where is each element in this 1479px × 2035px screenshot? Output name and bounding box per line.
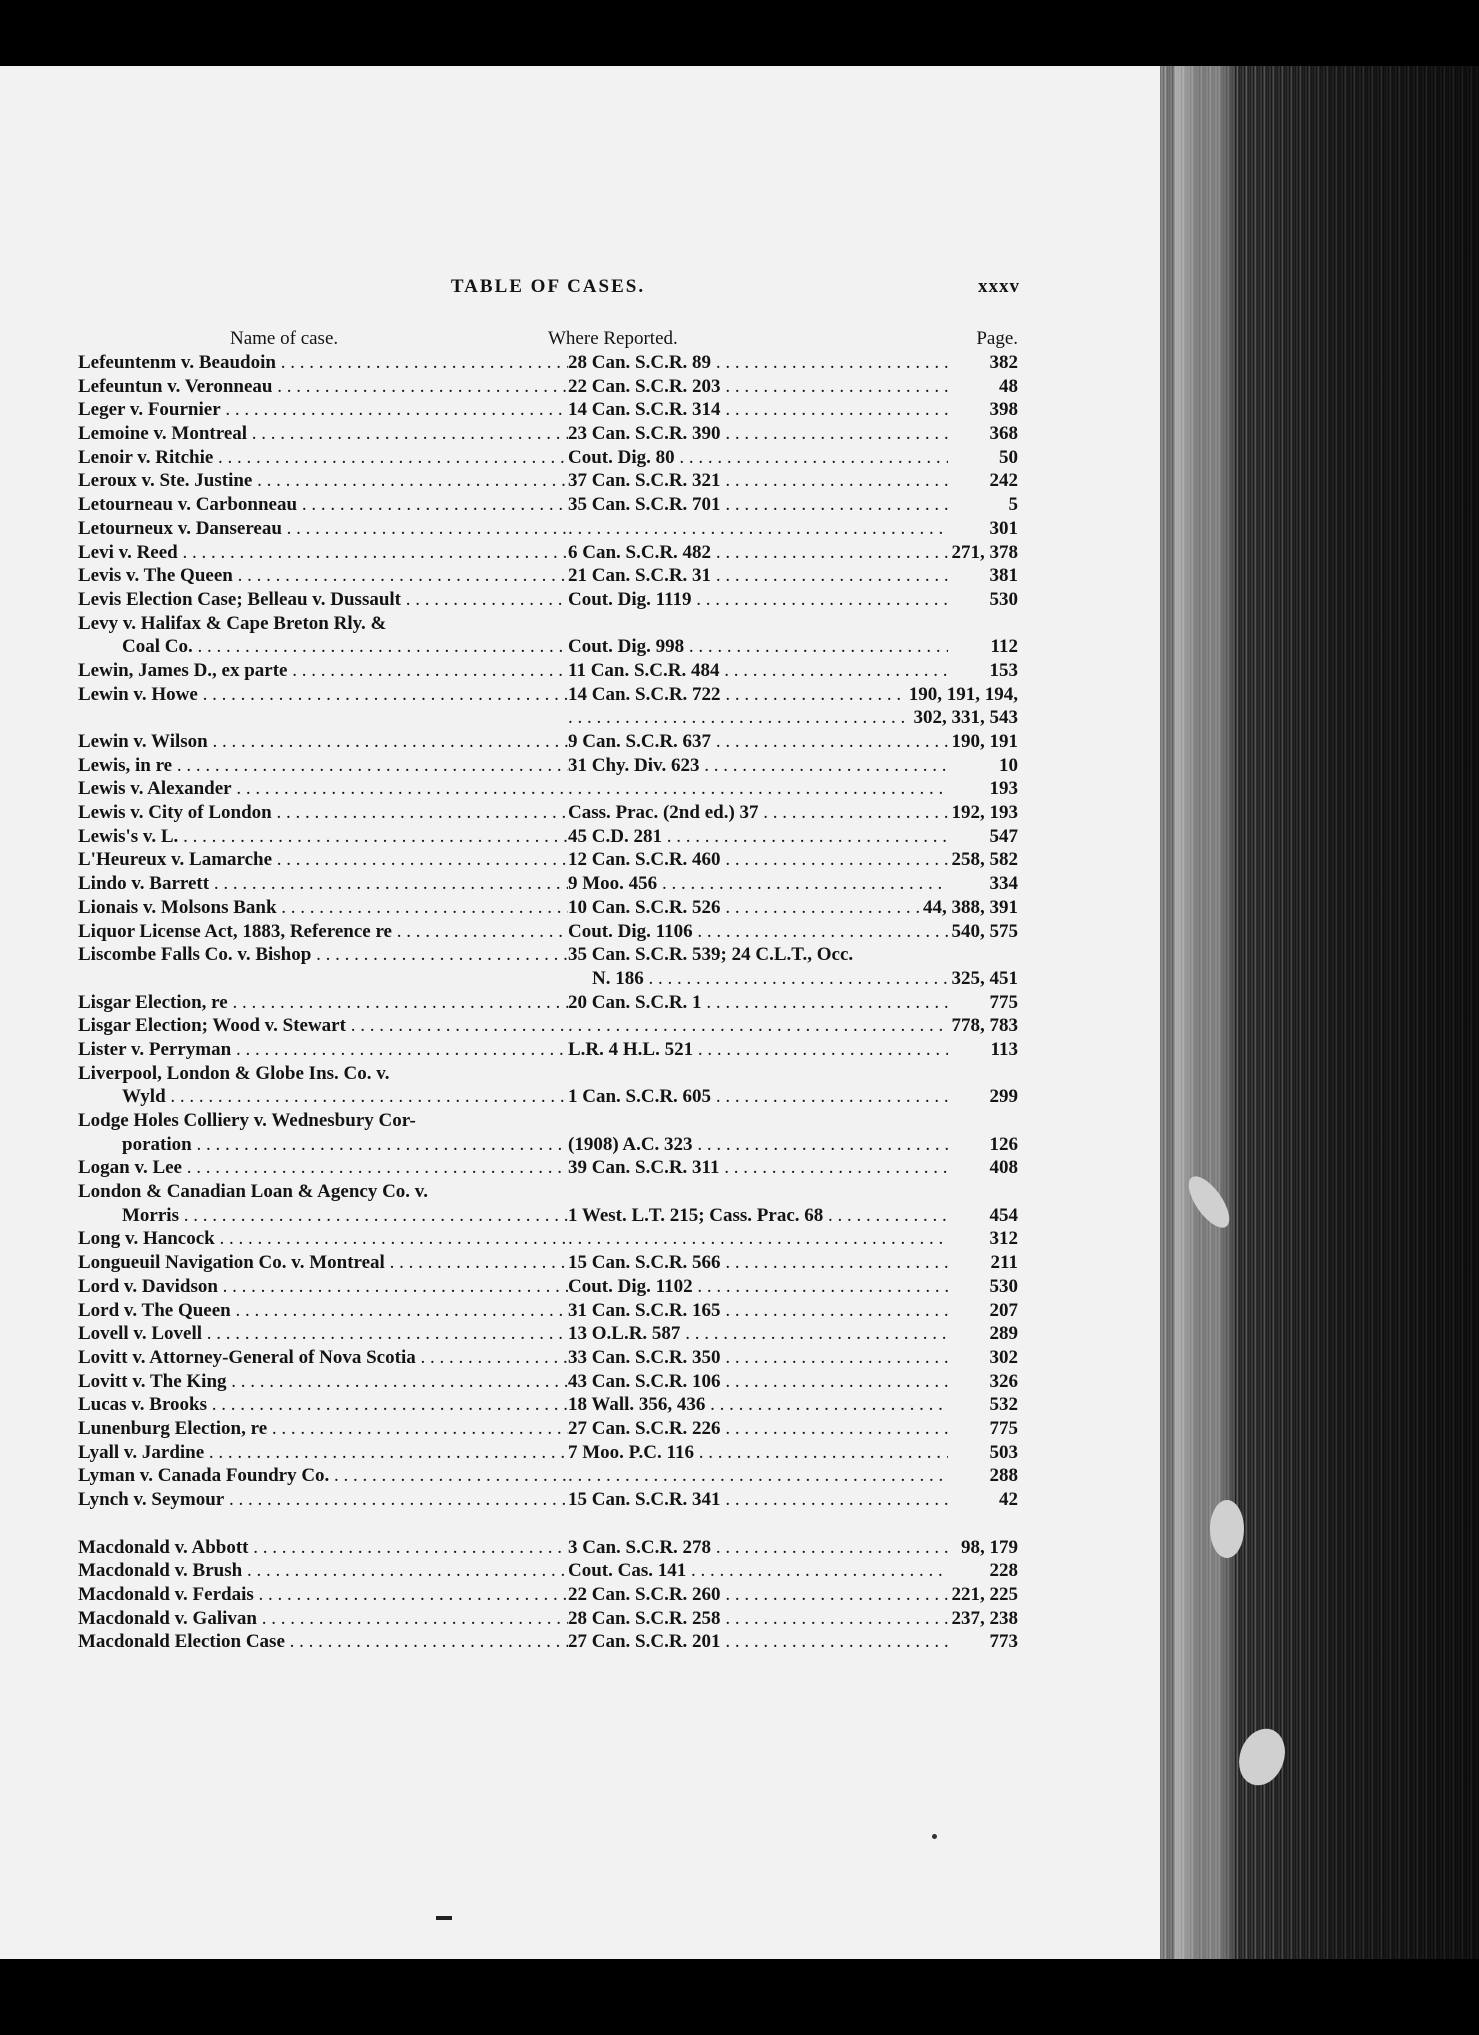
case-page: 153 xyxy=(986,660,1019,682)
case-name: Levi v. Reed . . . xyxy=(78,542,568,564)
table-row xyxy=(78,1086,1018,1110)
case-name: Letourneux v. Dansereau . . . xyxy=(78,518,568,540)
case-page: 398 xyxy=(986,399,1019,421)
table-row xyxy=(78,1347,1018,1371)
case-name: Lynch v. Seymour . . . xyxy=(78,1489,568,1511)
case-citation: 37 Can. S.C.R. 321 . . . xyxy=(568,470,948,492)
table-row xyxy=(78,921,1018,945)
table-row xyxy=(78,1063,1018,1087)
case-page: 532 xyxy=(986,1394,1019,1416)
table-row xyxy=(78,1300,1018,1324)
case-page: 50 xyxy=(995,447,1018,469)
case-citation: Cout. Dig. 998 . . . xyxy=(568,636,948,658)
case-page: 299 xyxy=(986,1086,1019,1108)
case-name: Longueuil Navigation Co. v. Montreal . . . xyxy=(78,1252,568,1274)
case-page: 126 xyxy=(986,1134,1019,1156)
table-row xyxy=(78,589,1018,613)
case-citation: 21 Can. S.C.R. 31 . . . xyxy=(568,565,948,587)
case-name: Lewis's v. L. . . . xyxy=(78,826,568,848)
case-citation: 14 Can. S.C.R. 314 . . . xyxy=(568,399,948,421)
case-name: Lindo v. Barrett . . . xyxy=(78,873,568,895)
table-row xyxy=(78,1489,1018,1513)
section-gap xyxy=(78,1513,1018,1537)
table-row xyxy=(78,826,1018,850)
case-name: poration . . . xyxy=(122,1134,568,1156)
table-row xyxy=(78,660,1018,684)
table-row xyxy=(78,1276,1018,1300)
case-page: 207 xyxy=(986,1300,1019,1322)
case-name: Lenoir v. Ritchie . . . xyxy=(78,447,568,469)
table-row xyxy=(78,944,1018,968)
table-row xyxy=(78,1371,1018,1395)
case-name: Lewis, in re . . . xyxy=(78,755,568,777)
case-citation xyxy=(568,1465,948,1487)
table-row xyxy=(78,873,1018,897)
case-citation: 9 Moo. 456 . . . xyxy=(568,873,948,895)
case-name: Levy v. Halifax & Cape Breton Rly. & xyxy=(78,612,387,634)
case-page: 775 xyxy=(986,992,1019,1014)
case-name: Lewis v. City of London . . . xyxy=(78,802,568,824)
table-row xyxy=(78,1252,1018,1276)
case-citation: 13 O.L.R. 587 . . . xyxy=(568,1323,948,1345)
case-citation xyxy=(568,707,948,729)
case-name: Liverpool, London & Globe Ins. Co. v. xyxy=(78,1062,390,1084)
case-name: Lucas v. Brooks . . . xyxy=(78,1394,568,1416)
table-row xyxy=(78,613,1018,637)
clip-mark xyxy=(1210,1500,1244,1558)
case-name: Lionais v. Molsons Bank . . . xyxy=(78,897,568,919)
table-row xyxy=(78,1157,1018,1181)
case-page: 301 xyxy=(986,518,1019,540)
case-name: Lemoine v. Montreal . . . xyxy=(78,423,568,445)
case-citation: Cout. Dig. 1106 . . . xyxy=(568,921,948,943)
table-row xyxy=(78,1537,1018,1561)
table-row xyxy=(78,1560,1018,1584)
table-row xyxy=(78,1323,1018,1347)
case-citation: Cout. Dig. 1119 . . . xyxy=(568,589,948,611)
case-page: 221, 225 xyxy=(948,1584,1019,1606)
case-citation: 11 Can. S.C.R. 484 . . . xyxy=(568,660,948,682)
case-citation: 22 Can. S.C.R. 260 . . . xyxy=(568,1584,948,1606)
page-title: TABLE OF CASES. xyxy=(450,276,646,297)
case-citation: 15 Can. S.C.R. 566 . . . xyxy=(568,1252,948,1274)
table-row xyxy=(78,447,1018,471)
table-row xyxy=(78,731,1018,755)
case-citation xyxy=(568,1015,948,1037)
case-page: 775 xyxy=(986,1418,1019,1440)
case-name: Macdonald v. Abbott . . . xyxy=(78,1537,568,1559)
table-row xyxy=(78,399,1018,423)
case-page: 193 xyxy=(986,778,1019,800)
case-citation: Cout. Dig. 80 . . . xyxy=(568,447,948,469)
case-page: 258, 582 xyxy=(948,849,1019,871)
case-name: Lovitt v. The King . . . xyxy=(78,1371,568,1393)
table-row xyxy=(78,992,1018,1016)
case-name: Lister v. Perryman . . . xyxy=(78,1039,568,1061)
case-citation xyxy=(568,778,948,800)
case-name: Lisgar Election, re . . . xyxy=(78,992,568,1014)
case-citation: 39 Can. S.C.R. 311 . . . xyxy=(568,1157,948,1179)
case-citation: (1908) A.C. 323 . . . xyxy=(568,1134,948,1156)
table-row xyxy=(78,1394,1018,1418)
table-row xyxy=(78,376,1018,400)
case-page: 192, 193 xyxy=(948,802,1019,824)
case-page: 5 xyxy=(1005,494,1019,516)
case-name: Lovell v. Lovell . . . xyxy=(78,1323,568,1345)
table-row xyxy=(78,1110,1018,1134)
case-page: 112 xyxy=(987,636,1018,658)
case-name: Lewin v. Howe . . . xyxy=(78,684,568,706)
case-name: Macdonald v. Galivan . . . xyxy=(78,1608,568,1630)
case-name: London & Canadian Loan & Agency Co. v. xyxy=(78,1181,428,1203)
table-row xyxy=(78,897,1018,921)
case-citation: 12 Can. S.C.R. 460 . . . xyxy=(568,849,948,871)
table-row xyxy=(78,1228,1018,1252)
case-citation: Cass. Prac. (2nd ed.) 37 . . . xyxy=(568,802,948,824)
case-page: 228 xyxy=(986,1560,1019,1582)
case-name: Lyall v. Jardine . . . xyxy=(78,1442,568,1464)
table-row xyxy=(78,1608,1018,1632)
case-page: 42 xyxy=(995,1489,1018,1511)
case-citation xyxy=(568,518,948,540)
case-page: 530 xyxy=(986,1276,1019,1298)
case-name: Logan v. Lee . . . xyxy=(78,1157,568,1179)
table-row xyxy=(78,1205,1018,1229)
table-row xyxy=(78,849,1018,873)
case-name: Wyld . . . xyxy=(122,1086,568,1108)
table-row xyxy=(78,1039,1018,1063)
case-page: 326 xyxy=(986,1371,1019,1393)
print-dash xyxy=(436,1916,452,1920)
case-page: 408 xyxy=(986,1157,1019,1179)
case-citation: 7 Moo. P.C. 116 . . . xyxy=(568,1442,948,1464)
case-page: 302, 331, 543 xyxy=(910,707,1019,729)
column-header-name: Name of case. xyxy=(230,328,339,349)
case-name: Lewin v. Wilson . . . xyxy=(78,731,568,753)
case-page: 302 xyxy=(986,1347,1019,1369)
page-number: xxxv xyxy=(978,276,1020,297)
case-citation: 28 Can. S.C.R. 258 . . . xyxy=(568,1608,948,1630)
case-name: Leroux v. Ste. Justine . . . xyxy=(78,470,568,492)
case-citation: 35 Can. S.C.R. 539; 24 C.L.T., Occ. xyxy=(568,944,854,966)
case-page: 190, 191, 194, xyxy=(905,684,1018,706)
case-page: 113 xyxy=(987,1039,1018,1061)
case-citation: 3 Can. S.C.R. 278 . . . xyxy=(568,1537,948,1559)
case-page: 381 xyxy=(986,565,1019,587)
case-name: Levis Election Case; Belleau v. Dussault . . . xyxy=(78,589,568,611)
case-page: 98, 179 xyxy=(957,1537,1018,1559)
case-name: L'Heureux v. Lamarche . . . xyxy=(78,849,568,871)
table-row xyxy=(78,684,1018,708)
case-page: 503 xyxy=(986,1442,1019,1464)
case-page: 773 xyxy=(986,1631,1019,1653)
table-row xyxy=(78,802,1018,826)
case-page: 271, 378 xyxy=(948,542,1019,564)
table-row xyxy=(78,1442,1018,1466)
case-page: 454 xyxy=(986,1205,1019,1227)
case-citation: 23 Can. S.C.R. 390 . . . xyxy=(568,423,948,445)
case-name: Liquor License Act, 1883, Reference re . . . xyxy=(78,921,568,943)
case-name: Macdonald v. Brush . . . xyxy=(78,1560,568,1582)
case-name: Lewis v. Alexander . . . xyxy=(78,778,568,800)
case-page: 312 xyxy=(986,1228,1019,1250)
case-citation: Cout. Cas. 141 . . . xyxy=(568,1560,948,1582)
case-page: 242 xyxy=(986,470,1019,492)
case-name: Lewin, James D., ex parte . . . xyxy=(78,660,568,682)
case-name: Lyman v. Canada Foundry Co. . . . xyxy=(78,1465,568,1487)
table-row xyxy=(78,542,1018,566)
case-name: Lefeuntenm v. Beaudoin . . . xyxy=(78,352,568,374)
case-page: 325, 451 xyxy=(948,968,1019,990)
table-row xyxy=(78,494,1018,518)
table-row xyxy=(78,1465,1018,1489)
case-page: 10 xyxy=(995,755,1018,777)
case-citation: 20 Can. S.C.R. 1 . . . xyxy=(568,992,948,1014)
column-header-where: Where Reported. xyxy=(548,328,678,349)
table-row xyxy=(78,755,1018,779)
case-page: 547 xyxy=(986,826,1019,848)
case-citation: 28 Can. S.C.R. 89 . . . xyxy=(568,352,948,374)
case-citation: L.R. 4 H.L. 521 . . . xyxy=(568,1039,948,1061)
table-row xyxy=(78,423,1018,447)
case-name: Lunenburg Election, re . . . xyxy=(78,1418,568,1440)
table-row xyxy=(78,636,1018,660)
case-name: Macdonald v. Ferdais . . . xyxy=(78,1584,568,1606)
case-citation: 1 Can. S.C.R. 605 . . . xyxy=(568,1086,948,1108)
case-citation: 22 Can. S.C.R. 203 . . . xyxy=(568,376,948,398)
case-citation: 31 Can. S.C.R. 165 . . . xyxy=(568,1300,948,1322)
table-row xyxy=(78,707,1018,731)
case-citation: 9 Can. S.C.R. 637 . . . xyxy=(568,731,948,753)
case-citation: 10 Can. S.C.R. 526 . . . xyxy=(568,897,948,919)
case-name: Letourneau v. Carbonneau . . . xyxy=(78,494,568,516)
case-citation: 18 Wall. 356, 436 . . . xyxy=(568,1394,948,1416)
case-page: 190, 191 xyxy=(948,731,1019,753)
case-name: Coal Co. . . . xyxy=(122,636,568,658)
table-row xyxy=(78,1181,1018,1205)
case-page: 778, 783 xyxy=(948,1015,1019,1037)
case-list xyxy=(78,352,1018,1655)
case-page: 289 xyxy=(986,1323,1019,1345)
case-citation: 6 Can. S.C.R. 482 . . . xyxy=(568,542,948,564)
print-speck xyxy=(932,1834,937,1839)
case-page: 368 xyxy=(986,423,1019,445)
case-name: Macdonald Election Case . . . xyxy=(78,1631,568,1653)
case-name: Liscombe Falls Co. v. Bishop . . . xyxy=(78,944,568,966)
case-citation: 14 Can. S.C.R. 722 . . . xyxy=(568,684,948,706)
case-name: Lodge Holes Colliery v. Wednesbury Cor- xyxy=(78,1110,416,1131)
table-row xyxy=(78,470,1018,494)
table-row xyxy=(78,352,1018,376)
case-page: 530 xyxy=(986,589,1019,611)
case-page: 540, 575 xyxy=(948,921,1019,943)
case-page: 382 xyxy=(986,352,1019,374)
case-page: 334 xyxy=(986,873,1019,895)
case-citation: 31 Chy. Div. 623 . . . xyxy=(568,755,948,777)
page-edge-shadow xyxy=(1160,66,1479,1959)
table-of-cases xyxy=(78,276,1018,1655)
table-row xyxy=(78,968,1018,992)
case-citation: 33 Can. S.C.R. 350 . . . xyxy=(568,1347,948,1369)
running-head xyxy=(78,276,1018,306)
case-name: Lovitt v. Attorney-General of Nova Scotia . . . xyxy=(78,1347,568,1369)
case-citation xyxy=(568,1228,948,1250)
case-name: Lord v. Davidson . . . xyxy=(78,1276,568,1298)
case-citation: 35 Can. S.C.R. 701 . . . xyxy=(568,494,948,516)
column-header-page: Page. xyxy=(976,328,1018,349)
case-citation: N. 186 . . . xyxy=(592,968,972,990)
case-citation: 45 C.D. 281 . . . xyxy=(568,826,948,848)
case-page: 48 xyxy=(995,376,1018,398)
case-name: Lord v. The Queen . . . xyxy=(78,1300,568,1322)
case-page: 237, 238 xyxy=(948,1608,1019,1630)
table-row xyxy=(78,1134,1018,1158)
case-page: 211 xyxy=(987,1252,1018,1274)
table-row xyxy=(78,565,1018,589)
case-citation: 27 Can. S.C.R. 226 . . . xyxy=(568,1418,948,1440)
case-name: Morris . . . xyxy=(122,1205,568,1227)
case-citation: 43 Can. S.C.R. 106 . . . xyxy=(568,1371,948,1393)
table-row xyxy=(78,1418,1018,1442)
case-page: 288 xyxy=(986,1465,1019,1487)
table-row xyxy=(78,518,1018,542)
table-row xyxy=(78,1015,1018,1039)
table-row xyxy=(78,1631,1018,1655)
column-headers xyxy=(78,328,1018,352)
case-citation: 1 West. L.T. 215; Cass. Prac. 68 . . . xyxy=(568,1205,948,1227)
case-citation: 15 Can. S.C.R. 341 . . . xyxy=(568,1489,948,1511)
table-row xyxy=(78,778,1018,802)
table-row xyxy=(78,1584,1018,1608)
case-name: Lefeuntun v. Veronneau . . . xyxy=(78,376,568,398)
case-name: Long v. Hancock . . . xyxy=(78,1228,568,1250)
case-page: 44, 388, 391 xyxy=(919,897,1018,919)
case-name: Leger v. Fournier . . . xyxy=(78,399,568,421)
case-name: Lisgar Election; Wood v. Stewart . . . xyxy=(78,1015,568,1037)
case-citation: 27 Can. S.C.R. 201 . . . xyxy=(568,1631,948,1653)
case-name: Levis v. The Queen . . . xyxy=(78,565,568,587)
case-citation: Cout. Dig. 1102 . . . xyxy=(568,1276,948,1298)
